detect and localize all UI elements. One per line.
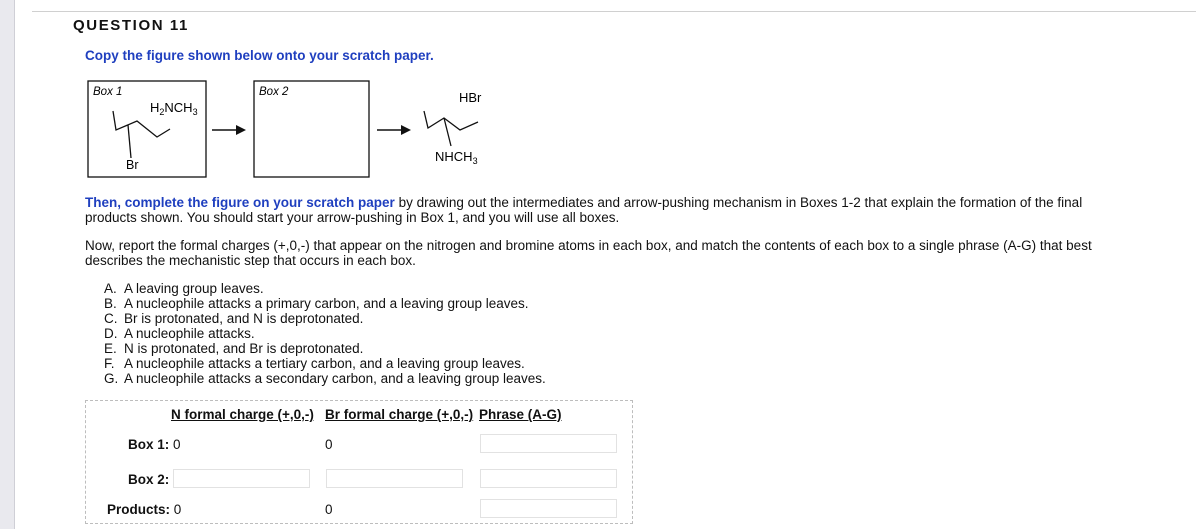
row-products-label: Products:	[107, 502, 171, 517]
option-d: D. A nucleophile attacks.	[104, 326, 255, 341]
instruction-paragraph-1	[85, 195, 1085, 225]
copy-instruction: Copy the figure shown below onto your scratch paper.	[85, 48, 434, 63]
row-box-2	[128, 472, 169, 487]
paragraph-2-line-2: describes the mechanistic step that occurs in each box.	[85, 253, 416, 268]
paragraph-2-line-1: Now, report the formal charges (+,0,-) that appear on the nitrogen and bromine atoms in each box, and match the contents of each box to a single phrase (A-G) that best	[85, 238, 1092, 253]
product-skeleton	[424, 111, 478, 130]
box-2-n-charge-input[interactable]	[173, 469, 310, 488]
arrow-2-head	[401, 125, 411, 135]
box-1-phrase-input[interactable]	[480, 434, 617, 453]
question-title: QUESTION 11	[73, 17, 189, 34]
products-br-charge-value: 0	[325, 502, 333, 517]
box-2-br-charge-input[interactable]	[326, 469, 463, 488]
box-2-phrase-input[interactable]	[480, 469, 617, 488]
box-1-br-label: Br	[126, 158, 139, 172]
box-1-label: Box 1	[93, 86, 123, 98]
answer-table	[85, 400, 633, 524]
option-f: F. A nucleophile attacks a tertiary carbon, and a leaving group leaves.	[104, 356, 525, 371]
arrow-1-head	[236, 125, 246, 135]
top-divider	[32, 11, 1196, 12]
reaction-scheme	[86, 78, 506, 178]
left-scroll-strip	[0, 0, 15, 529]
option-e: E. N is protonated, and Br is deprotonated.	[104, 341, 364, 356]
row-box-1	[128, 437, 181, 452]
box-1-br-charge-value: 0	[325, 437, 333, 452]
products-n-charge-value: 0	[173, 502, 182, 517]
box-2-label: Box 2	[259, 86, 289, 98]
option-c: C. Br is protonated, and N is deprotonated.	[104, 311, 364, 326]
product-nhch3-label: $NHCH_3$	[435, 149, 478, 166]
phrase-options-list	[104, 281, 546, 386]
row-box-2-label: Box 2:	[128, 472, 170, 487]
paragraph-1-line-1: by drawing out the intermediates and arrow-pushing mechanism in Boxes 1-2 that explain the formation of the final	[394, 195, 1083, 210]
box-1-n-charge-value: 0	[173, 437, 181, 452]
reaction-figure	[86, 78, 506, 178]
paragraph-1-line-2: products shown. You should start your arrow-pushing in Box 1, and you will use all boxes.	[85, 210, 620, 225]
header-br-formal-charge: Br formal charge (+,0,-)	[325, 407, 474, 422]
option-b: B. A nucleophile attacks a primary carbon, and a leaving group leaves.	[104, 296, 529, 311]
header-n-formal-charge: N formal charge (+,0,-)	[171, 407, 314, 422]
complete-figure-emphasis: Then, complete the figure on your scratch paper	[85, 195, 395, 210]
row-box-1-label: Box 1:	[128, 437, 170, 452]
box-1-br-bond	[128, 125, 131, 158]
box-1-reagent: $H_2NCH_3$	[150, 100, 198, 117]
byproduct-hbr: HBr	[459, 90, 482, 105]
option-g: G. A nucleophile attacks a secondary carbon, and a leaving group leaves.	[104, 371, 546, 386]
products-phrase-input[interactable]	[480, 499, 617, 518]
option-a: A. A leaving group leaves.	[104, 281, 264, 296]
header-phrase: Phrase (A-G)	[479, 407, 562, 422]
row-products	[107, 502, 181, 517]
instruction-paragraph-2	[85, 238, 1175, 268]
